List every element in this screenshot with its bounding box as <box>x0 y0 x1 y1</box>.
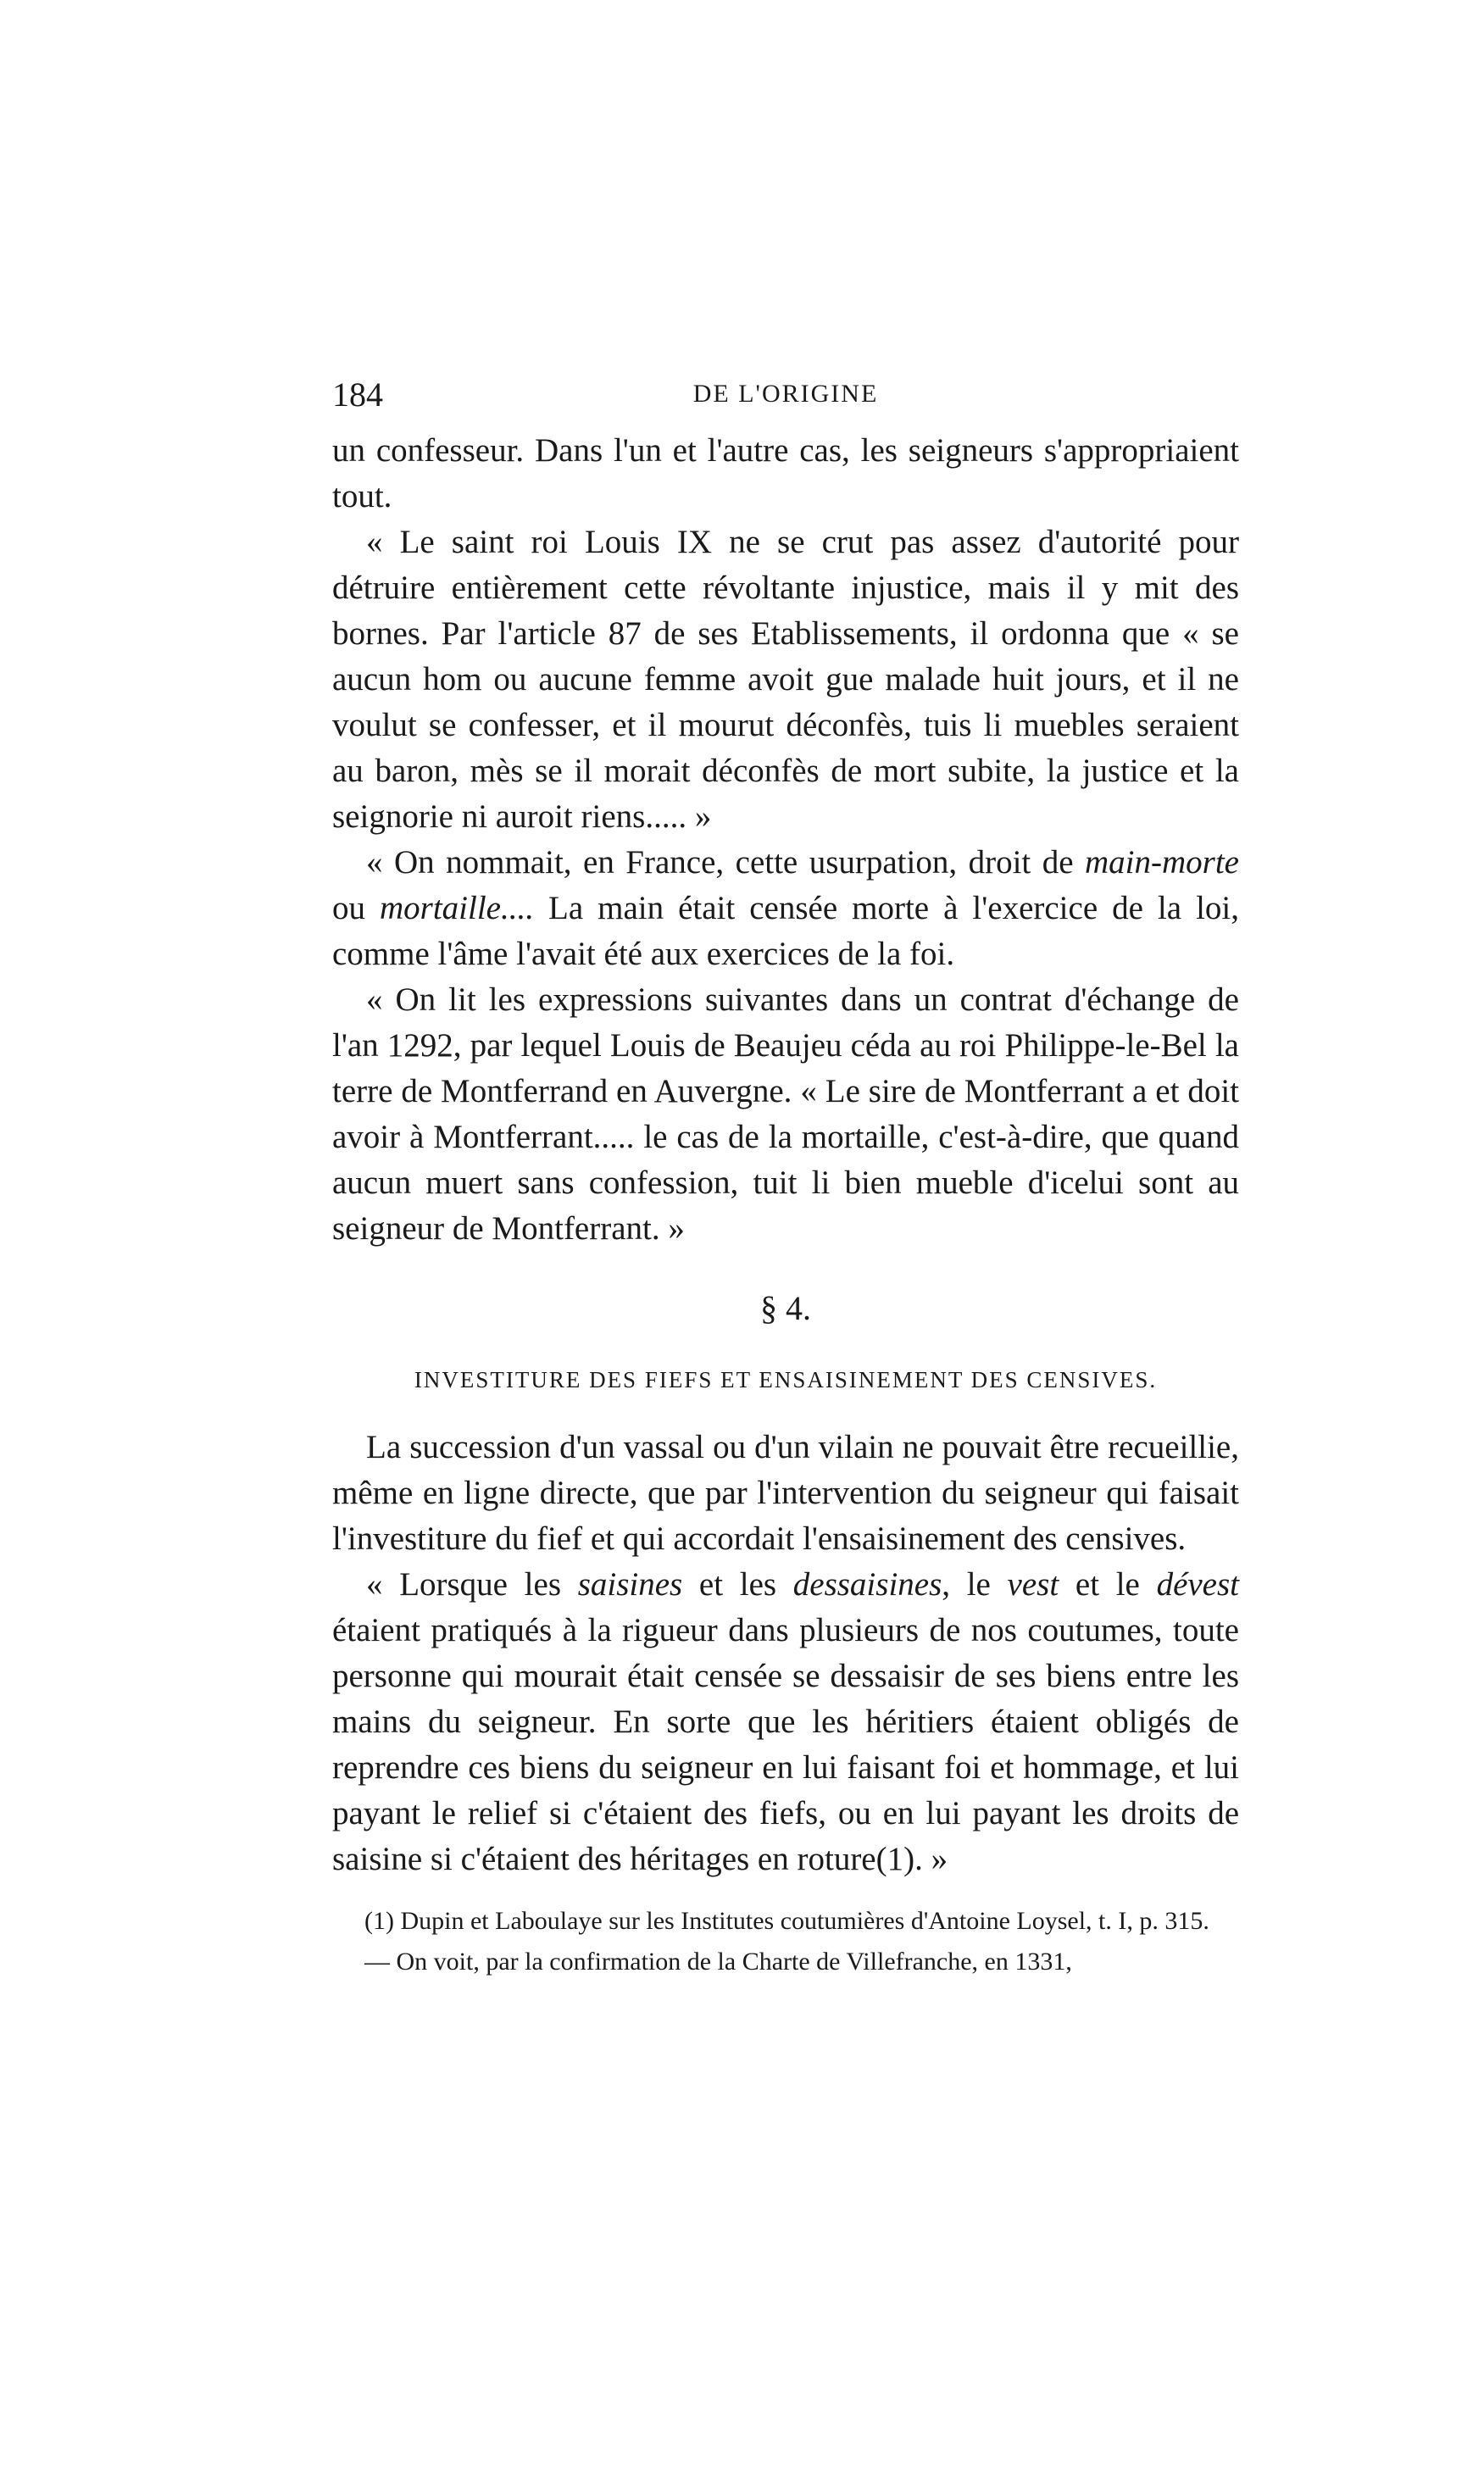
text-run: La main était censée morte à l'exercice de la loi, comme l'âme l'avait été aux exercices de la foi. <box>332 890 1239 972</box>
text-run: ou <box>332 890 380 926</box>
footnote-continuation: — On voit, par la confirmation de la Charte de Villefranche, en 1331, <box>364 1948 1072 1976</box>
paragraph-louis-ix: « Le saint roi Louis IX ne se crut pas assez d'autorité pour détruire entièrement cette révoltante injustice, mais il y mit des bornes. Par l'article 87 de ses Etablissements, il ordonna que « se aucun hom ou aucune femme avoit gue malade huit jours, et il ne voulut se confesser, et il mourut déconfès, tuis li muebles seraient au baron, mès se il morait déconfès de mort subite, la justice et la seignorie ni auroit riens..... » <box>332 524 1239 835</box>
paragraph-continuation: un confesseur. Dans l'un et l'autre cas, les seigneurs s'appropriaient tout. <box>332 432 1239 514</box>
paragraph-contract-1292: « On lit les expressions suivantes dans un contrat d'échange de l'an 1292, par lequel Louis de Beaujeu céda au roi Philippe-le-Bel la terre de Montferrand en Auvergne. « Le sire de Montferrant a et doit avoir à Montferrant..... le cas de la mortaille, c'est-à-dire, que quand aucun muert sans confession, tuit li bien mueble d'icelui sont au seigneur de Montferrant. » <box>332 981 1239 1247</box>
text-run: et le <box>1059 1566 1157 1603</box>
page-header <box>332 375 1239 417</box>
text-run: étaient pratiqués à la rigueur dans plusieurs de nos coutumes, toute personne qui mourait était censée se dessaisir de ses biens entre les mains du seigneur. En sorte que les héritiers étaient obligés de reprendre ces biens du seigneur en lui faisant foi et hommage, et lui payant le relief si c'étaient des fiefs, ou en lui payant les droits de saisine si c'étaient des héritages en roture(1). » <box>332 1612 1239 1877</box>
section-mark: § 4. <box>760 1289 811 1327</box>
italic-term-vest: vest <box>1007 1566 1059 1603</box>
italic-term-mortaille: mortaille.... <box>380 890 534 926</box>
italic-term-mainmorte: main-morte <box>1085 844 1239 881</box>
footnote-1: (1) Dupin et Laboulaye sur les Institutes coutumières d'Antoine Loysel, t. I, p. 315. <box>364 1907 1209 1935</box>
paragraph-succession: La succession d'un vassal ou d'un vilain ne pouvait être recueillie, même en ligne directe, que par l'intervention du seigneur qui faisait l'investiture du fief et qui accordait l'ensaisinement des censives. <box>332 1429 1239 1557</box>
text-run: « On nommait, en France, cette usurpation, droit de <box>366 844 1086 881</box>
body-text <box>332 428 1239 1982</box>
italic-term-devest: dévest <box>1156 1566 1240 1603</box>
running-head: DE L'ORIGINE <box>692 380 879 408</box>
footnotes <box>332 1901 1239 1982</box>
page-number: 184 <box>332 375 383 414</box>
paragraph-saisines <box>332 1562 1239 1882</box>
text-run: « Lorsque les <box>366 1566 578 1603</box>
text-run: et les <box>682 1566 793 1603</box>
italic-term-dessaisines: dessaisines <box>792 1566 942 1603</box>
section-title: INVESTITURE DES FIEFS ET ENSAISINEMENT DES CENSIVES. <box>414 1367 1158 1392</box>
italic-term-saisines: saisines <box>577 1566 683 1603</box>
paragraph-mainmorte <box>332 840 1239 977</box>
text-run: , le <box>942 1566 1008 1603</box>
